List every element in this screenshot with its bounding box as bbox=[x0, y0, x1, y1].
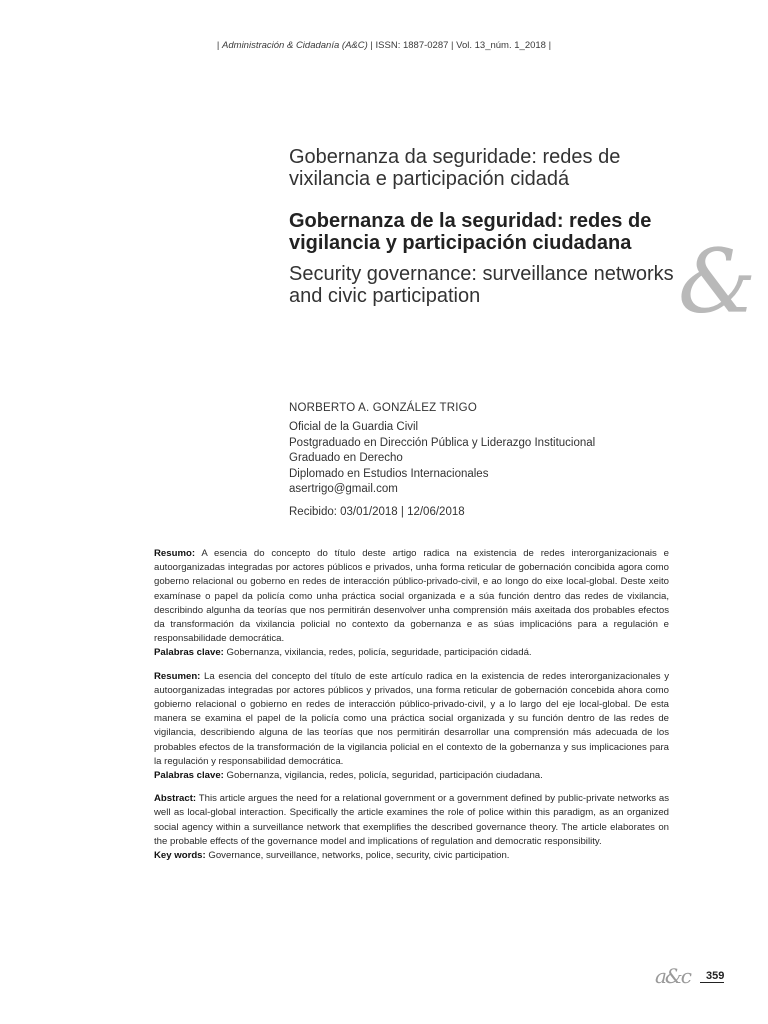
affiliation-line: Oficial de la Guardia Civil bbox=[289, 421, 419, 433]
author-name: NORBERTO A. GONZÁLEZ TRIGO bbox=[289, 402, 477, 414]
resumen-paragraph bbox=[154, 670, 669, 769]
abstract-block bbox=[154, 792, 669, 863]
resumo-label: Resumo: bbox=[154, 548, 196, 559]
affiliation-line: Postgraduado en Dirección Pública y Liderazgo Institucional bbox=[289, 436, 596, 449]
title-english: Security governance: surveillance networks and civic participation bbox=[289, 263, 674, 307]
journal-logo: a&c bbox=[655, 964, 690, 988]
ampersand-decoration: & bbox=[678, 230, 757, 333]
abstracts-section bbox=[154, 547, 669, 872]
abstract-keywords bbox=[154, 849, 669, 863]
author-email[interactable]: asertrigo@gmail.com bbox=[289, 483, 398, 495]
resumen-label: Resumen: bbox=[154, 670, 201, 682]
title-spanish: Gobernanza de la seguridad: redes de vigilancia y participación ciudadana bbox=[289, 210, 652, 254]
page-number: 359 bbox=[700, 970, 724, 983]
abstract-paragraph bbox=[154, 792, 669, 849]
affiliation-line: Diplomado en Estudios Internacionales bbox=[289, 467, 489, 480]
title-block bbox=[289, 146, 689, 307]
abstract-text: This article argues the need for a relational government or a government defined by public-private networks as well as local-global interaction. Specifically the article examines the role of police within this paradigm, as an organized social agency within a surveillance network that exemplifies the described governance theory. The article elaborates on the probable effects of the governance model and implications of regulation and democratic responsibility. bbox=[154, 793, 669, 847]
volume-info: Vol. 13_núm. 1_2018 bbox=[456, 40, 546, 51]
abstract-label: Abstract: bbox=[154, 793, 197, 805]
abstract-keywords-label: Key words: bbox=[154, 850, 206, 862]
resumo-keywords-label: Palabras clave: bbox=[154, 647, 224, 659]
abstract-keywords-text: Governance, surveillance, networks, police, security, civic participation. bbox=[205, 850, 510, 862]
resumo-keywords bbox=[154, 646, 669, 660]
title-galician: Gobernanza da seguridade: redes de vixilancia e participación cidadá bbox=[289, 146, 621, 190]
resumo-block bbox=[154, 547, 669, 661]
received-date: Recibido: 03/01/2018 | 12/06/2018 bbox=[289, 505, 465, 518]
issn: ISSN: 1887-0287 bbox=[375, 40, 449, 51]
resumen-keywords-label: Palabras clave: bbox=[154, 770, 224, 782]
resumen-block bbox=[154, 670, 669, 784]
running-header: | Administración & Cidadanía (A&C) | ISSN: 1887-0287 | Vol. 13_núm. 1_2018 | bbox=[216, 40, 552, 51]
author-block bbox=[289, 402, 709, 518]
resumo-keywords-text: Gobernanza, vixilancia, redes, policía, seguridade, participación cidadá. bbox=[223, 647, 532, 659]
affiliation-line: Graduado en Derecho bbox=[289, 452, 403, 464]
resumen-text: La esencia del concepto del título de este artículo radica en la existencia de redes interorganizacionales y autoorganizadas integradas por actores públicos y privados, una forma reticular de gobernación concebida ahora como gobierno relacional o gobierno en redes de interacción público-privado-civil, y a lo largo del eje local-global. De esta manera se examina el papel de la policía como una práctica social organizada y su función dentro de las redes de vigilancia, describiendo alguna de las teorías que nos permitirán desarrollar una comprensión más adecuada de los probables efectos de la transformación de la vigilancia policial en el contexto de la gobernanza y sus implicaciones para la regulación y responsabilidad democrática. bbox=[154, 670, 669, 767]
resumo-paragraph bbox=[154, 547, 669, 646]
resumo-text: A esencia do concepto do título deste artigo radica na existencia de redes interorganizacionais e autoorganizadas integradas por actores públicos e privados, unha forma reticular de gobernación concibida agora como goberno relacional ou goberno en redes de interacción público-privado-civil, e ao longo do eixe local-global. Deste xeito examínase o papel da policía como unha práctica social organizada e a súa función dentro das redes de vixilancia, describindo algunha da teorías que nos permitirán desenvolver unha comprensión máis axeitada dos probables efectos da transformación da vixilancia policial no contexto da gobernanza e as súas implicacións para a regulación e responsabilidade democrática. bbox=[154, 548, 669, 645]
journal-name: Administración & Cidadanía (A&C) bbox=[222, 40, 368, 51]
resumen-keywords-text: Gobernanza, vigilancia, redes, policía, seguridad, participación ciudadana. bbox=[223, 770, 543, 782]
resumen-keywords bbox=[154, 769, 669, 783]
